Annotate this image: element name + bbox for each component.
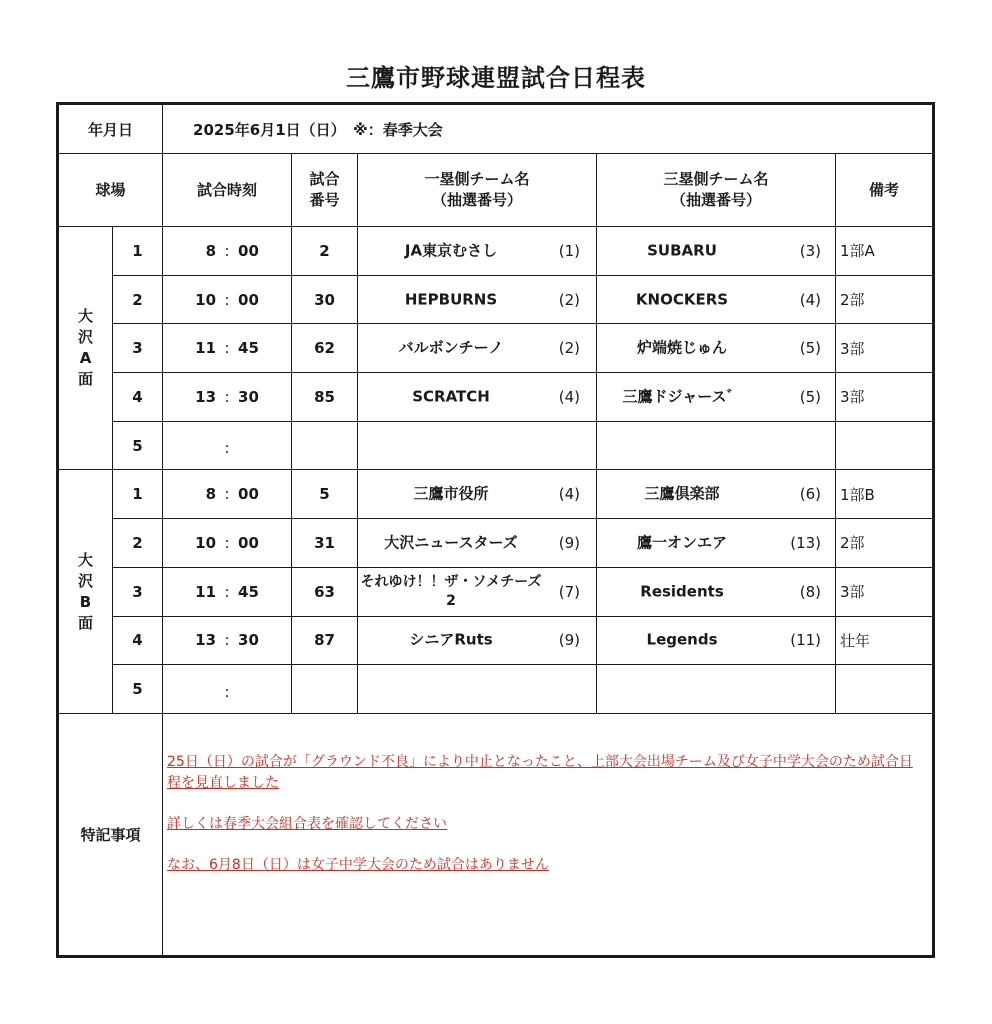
game-row <box>58 421 934 470</box>
remark: 3部 <box>836 567 934 616</box>
third-base-team <box>597 275 836 324</box>
game-number: 5 <box>292 470 358 519</box>
page-title: 三鷹市野球連盟試合日程表 <box>346 64 646 92</box>
slot-number: 1 <box>113 227 163 276</box>
third-base-team <box>597 567 836 616</box>
slot-number: 5 <box>113 665 163 714</box>
team-name: シニアRuts <box>409 630 493 649</box>
remark <box>836 421 934 470</box>
team-name: Residents <box>640 582 724 601</box>
game-time <box>163 227 292 276</box>
team-name: それゆけ！！ザ・ソメチーズ2 <box>360 573 542 609</box>
time-hour: 11 <box>195 339 217 358</box>
field-char: 沢 <box>77 328 93 347</box>
slot-number: 1 <box>113 470 163 519</box>
third-base-team <box>597 373 836 422</box>
time-hour: 10 <box>195 533 217 552</box>
header-first-base-line2: （抽選番号） <box>432 191 523 209</box>
time-colon: : <box>224 339 230 358</box>
third-base-team <box>597 421 836 470</box>
date-value: 2025年6月1日（日） ※：春季大会 <box>163 104 934 154</box>
team-name: バルボンチーノ <box>398 338 504 357</box>
third-base-team <box>597 324 836 373</box>
time-colon: : <box>224 533 230 552</box>
field-name-a <box>58 227 113 470</box>
game-number: 31 <box>292 519 358 568</box>
header-third-base-line1: 三塁側チーム名 <box>663 170 769 188</box>
game-number: 85 <box>292 373 358 422</box>
game-time <box>163 665 292 714</box>
header-first-base <box>358 154 597 227</box>
header-time: 試合時刻 <box>163 154 292 227</box>
draw-number: (3) <box>799 241 822 260</box>
first-base-team <box>358 324 597 373</box>
time-hour: 8 <box>205 485 217 504</box>
game-row <box>58 567 934 616</box>
draw-number: (13) <box>790 533 822 552</box>
draw-number: (4) <box>558 387 581 406</box>
schedule-table <box>56 102 935 958</box>
game-time <box>163 519 292 568</box>
first-base-team <box>358 470 597 519</box>
slot-number: 3 <box>113 567 163 616</box>
draw-number: (5) <box>799 339 822 358</box>
header-third-base <box>597 154 836 227</box>
game-time <box>163 373 292 422</box>
time-colon: : <box>224 241 230 260</box>
header-third-base-line2: （抽選番号） <box>671 191 762 209</box>
field-char: A <box>79 349 92 368</box>
game-number: 30 <box>292 275 358 324</box>
time-minute: 00 <box>238 533 259 552</box>
team-name: SCRATCH <box>412 387 490 406</box>
game-number: 2 <box>292 227 358 276</box>
time-minute: 45 <box>238 339 259 358</box>
game-row <box>58 470 934 519</box>
notes-row <box>58 713 934 956</box>
field-char: B <box>79 592 92 611</box>
remark: 3部 <box>836 324 934 373</box>
game-time <box>163 421 292 470</box>
draw-number: (4) <box>558 485 581 504</box>
time-hour: 8 <box>205 241 217 260</box>
first-base-team <box>358 421 597 470</box>
game-time <box>163 275 292 324</box>
third-base-team <box>597 470 836 519</box>
field-char: 大 <box>77 307 93 326</box>
first-base-team <box>358 227 597 276</box>
remark: 1部B <box>836 470 934 519</box>
draw-number: (4) <box>799 290 822 309</box>
notes-label: 特記事項 <box>58 713 163 956</box>
time-minute: 45 <box>238 582 259 601</box>
header-first-base-line1: 一塁側チーム名 <box>424 170 530 188</box>
third-base-team <box>597 519 836 568</box>
note-line: 詳しくは春季大会組合表を確認してください <box>167 815 448 832</box>
draw-number: (2) <box>558 339 581 358</box>
game-row <box>58 665 934 714</box>
third-base-team <box>597 616 836 665</box>
team-name: SUBARU <box>647 241 717 260</box>
first-base-team <box>358 519 597 568</box>
time-colon: : <box>224 439 230 458</box>
header-field: 球場 <box>58 154 163 227</box>
game-number: 63 <box>292 567 358 616</box>
draw-number: (2) <box>558 290 581 309</box>
team-name: 炉端焼じゅん <box>637 338 728 357</box>
field-name-b <box>58 470 113 713</box>
remark: 2部 <box>836 519 934 568</box>
game-time <box>163 324 292 373</box>
draw-number: (8) <box>799 582 822 601</box>
team-name: 三鷹ドジャース゛ <box>622 387 742 406</box>
game-time <box>163 470 292 519</box>
time-minute: 00 <box>238 290 259 309</box>
date-row <box>58 104 934 154</box>
team-name: KNOCKERS <box>635 290 729 309</box>
first-base-team <box>358 567 597 616</box>
third-base-team <box>597 665 836 714</box>
remark: 3部 <box>836 373 934 422</box>
time-colon: : <box>224 290 230 309</box>
field-char: 面 <box>77 613 93 632</box>
time-hour: 10 <box>195 290 217 309</box>
draw-number: (1) <box>558 241 581 260</box>
field-char: 面 <box>77 370 93 389</box>
time-hour: 13 <box>195 387 217 406</box>
game-number: 62 <box>292 324 358 373</box>
time-colon: : <box>224 387 230 406</box>
time-minute: 30 <box>238 631 259 650</box>
field-char: 大 <box>77 550 93 569</box>
time-minute: 00 <box>238 485 259 504</box>
time-colon: : <box>224 485 230 504</box>
game-time <box>163 567 292 616</box>
field-char: 沢 <box>77 571 93 590</box>
team-name: JA東京むさし <box>404 241 498 260</box>
time-colon: : <box>224 631 230 650</box>
slot-number: 5 <box>113 421 163 470</box>
draw-number: (9) <box>558 533 581 552</box>
team-name: Legends <box>646 630 718 649</box>
time-colon: : <box>224 582 230 601</box>
slot-number: 2 <box>113 275 163 324</box>
time-minute: 00 <box>238 241 259 260</box>
team-name: 大沢ニュースターズ <box>384 533 518 552</box>
remark: 2部 <box>836 275 934 324</box>
team-name: 三鷹倶楽部 <box>644 484 720 503</box>
notes-content <box>163 713 934 956</box>
team-name: 三鷹市役所 <box>413 484 489 503</box>
game-time <box>163 616 292 665</box>
draw-number: (11) <box>790 631 822 650</box>
header-game-number-line1: 試合 <box>309 170 340 188</box>
slot-number: 4 <box>113 616 163 665</box>
slot-number: 2 <box>113 519 163 568</box>
remark <box>836 665 934 714</box>
team-name: HEPBURNS <box>404 290 498 309</box>
first-base-team <box>358 275 597 324</box>
slot-number: 4 <box>113 373 163 422</box>
remark: 1部A <box>836 227 934 276</box>
game-row <box>58 324 934 373</box>
header-row <box>58 154 934 227</box>
game-row <box>58 373 934 422</box>
date-label: 年月日 <box>58 104 163 154</box>
header-game-number <box>292 154 358 227</box>
note-line: なお、6月8日（日）は女子中学大会のため試合はありません <box>167 856 549 873</box>
time-minute: 30 <box>238 387 259 406</box>
game-row <box>58 275 934 324</box>
remark: 壮年 <box>836 616 934 665</box>
time-hour: 11 <box>195 582 217 601</box>
game-number: 87 <box>292 616 358 665</box>
draw-number: (9) <box>558 631 581 650</box>
first-base-team <box>358 616 597 665</box>
team-name: 鷹一オンエア <box>637 533 728 552</box>
draw-number: (5) <box>799 387 822 406</box>
time-colon: : <box>224 682 230 701</box>
first-base-team <box>358 373 597 422</box>
draw-number: (7) <box>558 582 581 601</box>
note-line: 25日（日）の試合が「グラウンド不良」により中止となったこと、上部大会出場チーム及び女子中学大会のため試合日程を見直しました <box>167 753 913 791</box>
draw-number: (6) <box>799 485 822 504</box>
header-game-number-line2: 番号 <box>309 191 340 209</box>
time-hour: 13 <box>195 631 217 650</box>
slot-number: 3 <box>113 324 163 373</box>
game-row <box>58 519 934 568</box>
header-remarks: 備考 <box>836 154 934 227</box>
game-number <box>292 665 358 714</box>
first-base-team <box>358 665 597 714</box>
third-base-team <box>597 227 836 276</box>
game-row <box>58 616 934 665</box>
game-number <box>292 421 358 470</box>
game-row <box>58 227 934 276</box>
